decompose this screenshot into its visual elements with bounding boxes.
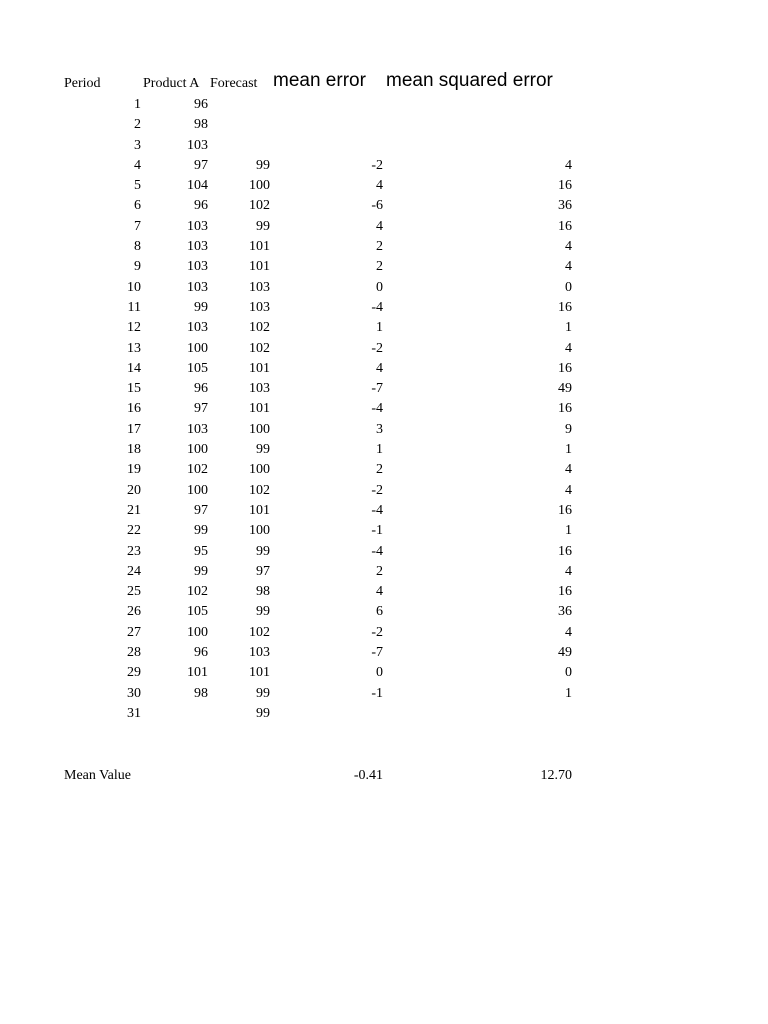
mean-error-cell: -1: [371, 523, 383, 539]
product-a-cell: 97: [194, 401, 208, 417]
header-mean-error: mean error: [273, 70, 366, 91]
table-row: [0, 663, 768, 683]
mean-error-cell: 4: [376, 360, 383, 376]
product-a-cell: 104: [187, 178, 208, 194]
mean-error-cell: -4: [371, 543, 383, 559]
period-cell: 31: [127, 705, 141, 721]
forecast-cell: 102: [249, 482, 270, 498]
mean-error-cell: 0: [376, 665, 383, 681]
product-a-cell: 103: [187, 421, 208, 437]
table-row: [0, 643, 768, 663]
period-cell: 8: [134, 239, 141, 255]
mean-error-cell: 2: [376, 239, 383, 255]
forecast-cell: 99: [256, 442, 270, 458]
table-row: [0, 176, 768, 196]
mean-squared-error-cell: 1: [565, 685, 572, 701]
forecast-cell: 99: [256, 218, 270, 234]
product-a-cell: 98: [194, 117, 208, 133]
mean-squared-error-cell: 49: [558, 381, 572, 397]
period-cell: 20: [127, 482, 141, 498]
product-a-cell: 105: [187, 604, 208, 620]
product-a-cell: 100: [187, 482, 208, 498]
period-cell: 24: [127, 563, 141, 579]
forecast-cell: 101: [249, 360, 270, 376]
mean-squared-error-cell: 16: [558, 584, 572, 600]
summary-label: Mean Value: [64, 768, 131, 783]
product-a-cell: 96: [194, 97, 208, 112]
mean-error-cell: 4: [376, 178, 383, 194]
product-a-cell: 103: [187, 218, 208, 234]
mean-squared-error-cell: 4: [565, 563, 572, 579]
forecast-cell: 103: [249, 279, 270, 295]
table-row: [0, 339, 768, 359]
product-a-cell: 103: [187, 239, 208, 255]
mean-error-cell: -2: [371, 482, 383, 498]
forecast-cell: 102: [249, 198, 270, 214]
mean-error-cell: 2: [376, 462, 383, 478]
period-cell: 28: [127, 645, 141, 661]
period-cell: 22: [127, 523, 141, 539]
period-cell: 9: [134, 259, 141, 275]
mean-squared-error-cell: 1: [565, 523, 572, 539]
table-row: [0, 156, 768, 176]
forecast-cell: 103: [249, 381, 270, 397]
mean-squared-error-cell: 16: [558, 299, 572, 315]
header-period: Period: [64, 76, 101, 91]
mean-error-cell: -4: [371, 299, 383, 315]
forecast-cell: 101: [249, 259, 270, 275]
table-row: [0, 237, 768, 257]
mean-squared-error-cell: 4: [565, 482, 572, 498]
period-cell: 25: [127, 584, 141, 600]
forecast-cell: 102: [249, 624, 270, 640]
product-a-cell: 105: [187, 360, 208, 376]
table-row: [0, 379, 768, 399]
table-row: [0, 136, 768, 156]
mean-error-cell: -2: [371, 157, 383, 173]
mean-error-cell: -7: [371, 381, 383, 397]
product-a-cell: 99: [194, 523, 208, 539]
mean-squared-error-cell: 49: [558, 645, 572, 661]
period-cell: 26: [127, 604, 141, 620]
mean-error-cell: -4: [371, 401, 383, 417]
table-row: [0, 623, 768, 643]
period-cell: 14: [127, 360, 141, 376]
period-cell: 16: [127, 401, 141, 417]
forecast-cell: 99: [256, 604, 270, 620]
forecast-cell: 101: [249, 502, 270, 518]
header-product: Product A: [143, 76, 200, 91]
forecast-cell: 99: [256, 157, 270, 173]
mean-squared-error-cell: 1: [565, 320, 572, 336]
period-cell: 30: [127, 685, 141, 701]
forecast-cell: 99: [256, 705, 270, 721]
mean-squared-error-cell: 0: [565, 279, 572, 295]
product-a-cell: 103: [187, 137, 208, 153]
product-a-cell: 97: [194, 502, 208, 518]
mean-squared-error-cell: 4: [565, 462, 572, 478]
period-cell: 12: [127, 320, 141, 336]
mean-squared-error-cell: 0: [565, 665, 572, 681]
mean-error-cell: -4: [371, 502, 383, 518]
table-row: [0, 501, 768, 521]
product-a-cell: 96: [194, 381, 208, 397]
period-cell: 6: [134, 198, 141, 214]
product-a-cell: 96: [194, 198, 208, 214]
header-mean-squared-error: mean squared error: [386, 70, 553, 91]
table-row: [0, 115, 768, 135]
product-a-cell: 96: [194, 645, 208, 661]
period-cell: 27: [127, 624, 141, 640]
mean-error-cell: 1: [376, 442, 383, 458]
product-a-cell: 100: [187, 340, 208, 356]
period-cell: 19: [127, 462, 141, 478]
mean-error-cell: -6: [371, 198, 383, 214]
table-row: [0, 684, 768, 704]
table-row: [0, 582, 768, 602]
mean-squared-error-cell: 16: [558, 401, 572, 417]
mean-error-cell: 3: [376, 421, 383, 437]
period-cell: 1: [134, 97, 141, 112]
mean-squared-error-cell: 36: [558, 198, 572, 214]
mean-squared-error-cell: 16: [558, 543, 572, 559]
period-cell: 10: [127, 279, 141, 295]
mean-error-cell: 2: [376, 259, 383, 275]
product-a-cell: 100: [187, 442, 208, 458]
table-row: [0, 460, 768, 480]
table-row: [0, 562, 768, 582]
product-a-cell: 103: [187, 259, 208, 275]
header-forecast: Forecast: [210, 76, 258, 91]
mean-error-cell: 4: [376, 584, 383, 600]
mean-squared-error-cell: 4: [565, 340, 572, 356]
period-cell: 4: [134, 157, 141, 173]
product-a-cell: 102: [187, 462, 208, 478]
period-cell: 15: [127, 381, 141, 397]
period-cell: 21: [127, 502, 141, 518]
mean-error-cell: 4: [376, 218, 383, 234]
summary-mean-squared-error: 12.70: [540, 768, 572, 783]
mean-squared-error-cell: 16: [558, 218, 572, 234]
mean-error-cell: 6: [376, 604, 383, 620]
forecast-cell: 99: [256, 543, 270, 559]
period-cell: 17: [127, 421, 141, 437]
forecast-cell: 100: [249, 523, 270, 539]
product-a-cell: 99: [194, 563, 208, 579]
forecast-cell: 102: [249, 320, 270, 336]
table-row: [0, 399, 768, 419]
mean-squared-error-cell: 4: [565, 259, 572, 275]
forecast-cell: 99: [256, 685, 270, 701]
product-a-cell: 101: [187, 665, 208, 681]
product-a-cell: 100: [187, 624, 208, 640]
product-a-cell: 102: [187, 584, 208, 600]
mean-error-cell: 1: [376, 320, 383, 336]
period-cell: 11: [127, 299, 141, 315]
mean-error-cell: 2: [376, 563, 383, 579]
table-row: [0, 196, 768, 216]
period-cell: 13: [127, 340, 141, 356]
period-cell: 18: [127, 442, 141, 458]
table-row: [0, 704, 768, 724]
forecast-cell: 100: [249, 421, 270, 437]
product-a-cell: 98: [194, 685, 208, 701]
mean-squared-error-cell: 16: [558, 360, 572, 376]
mean-error-cell: -2: [371, 624, 383, 640]
mean-squared-error-cell: 4: [565, 157, 572, 173]
mean-squared-error-cell: 16: [558, 502, 572, 518]
forecast-cell: 103: [249, 645, 270, 661]
mean-error-cell: -7: [371, 645, 383, 661]
table-row: [0, 521, 768, 541]
period-cell: 3: [134, 137, 141, 153]
mean-squared-error-cell: 4: [565, 624, 572, 640]
forecast-cell: 97: [256, 563, 270, 579]
period-cell: 5: [134, 178, 141, 194]
summary-mean-error: -0.41: [353, 768, 383, 783]
mean-squared-error-cell: 4: [565, 239, 572, 255]
table-row: [0, 318, 768, 338]
table-row: [0, 440, 768, 460]
table-row: [0, 217, 768, 237]
table-row: [0, 420, 768, 440]
mean-squared-error-cell: 1: [565, 442, 572, 458]
mean-squared-error-cell: 36: [558, 604, 572, 620]
forecast-cell: 98: [256, 584, 270, 600]
mean-squared-error-cell: 9: [565, 421, 572, 437]
forecast-cell: 103: [249, 299, 270, 315]
summary-row: [0, 766, 768, 786]
table-row: [0, 542, 768, 562]
data-table: [0, 95, 768, 724]
table-row: [0, 95, 768, 115]
mean-error-cell: -2: [371, 340, 383, 356]
forecast-cell: 102: [249, 340, 270, 356]
forecast-cell: 100: [249, 178, 270, 194]
table-row: [0, 257, 768, 277]
forecast-cell: 101: [249, 401, 270, 417]
period-cell: 29: [127, 665, 141, 681]
product-a-cell: 99: [194, 299, 208, 315]
table-row: [0, 602, 768, 622]
table-row: [0, 298, 768, 318]
forecast-cell: 101: [249, 239, 270, 255]
forecast-cell: 100: [249, 462, 270, 478]
table-row: [0, 359, 768, 379]
mean-error-cell: 0: [376, 279, 383, 295]
period-cell: 7: [134, 218, 141, 234]
product-a-cell: 103: [187, 320, 208, 336]
table-row: [0, 481, 768, 501]
forecast-cell: 101: [249, 665, 270, 681]
period-cell: 23: [127, 543, 141, 559]
mean-squared-error-cell: 16: [558, 178, 572, 194]
product-a-cell: 103: [187, 279, 208, 295]
period-cell: 2: [134, 117, 141, 133]
table-row: [0, 278, 768, 298]
product-a-cell: 95: [194, 543, 208, 559]
product-a-cell: 97: [194, 157, 208, 173]
mean-error-cell: -1: [371, 685, 383, 701]
